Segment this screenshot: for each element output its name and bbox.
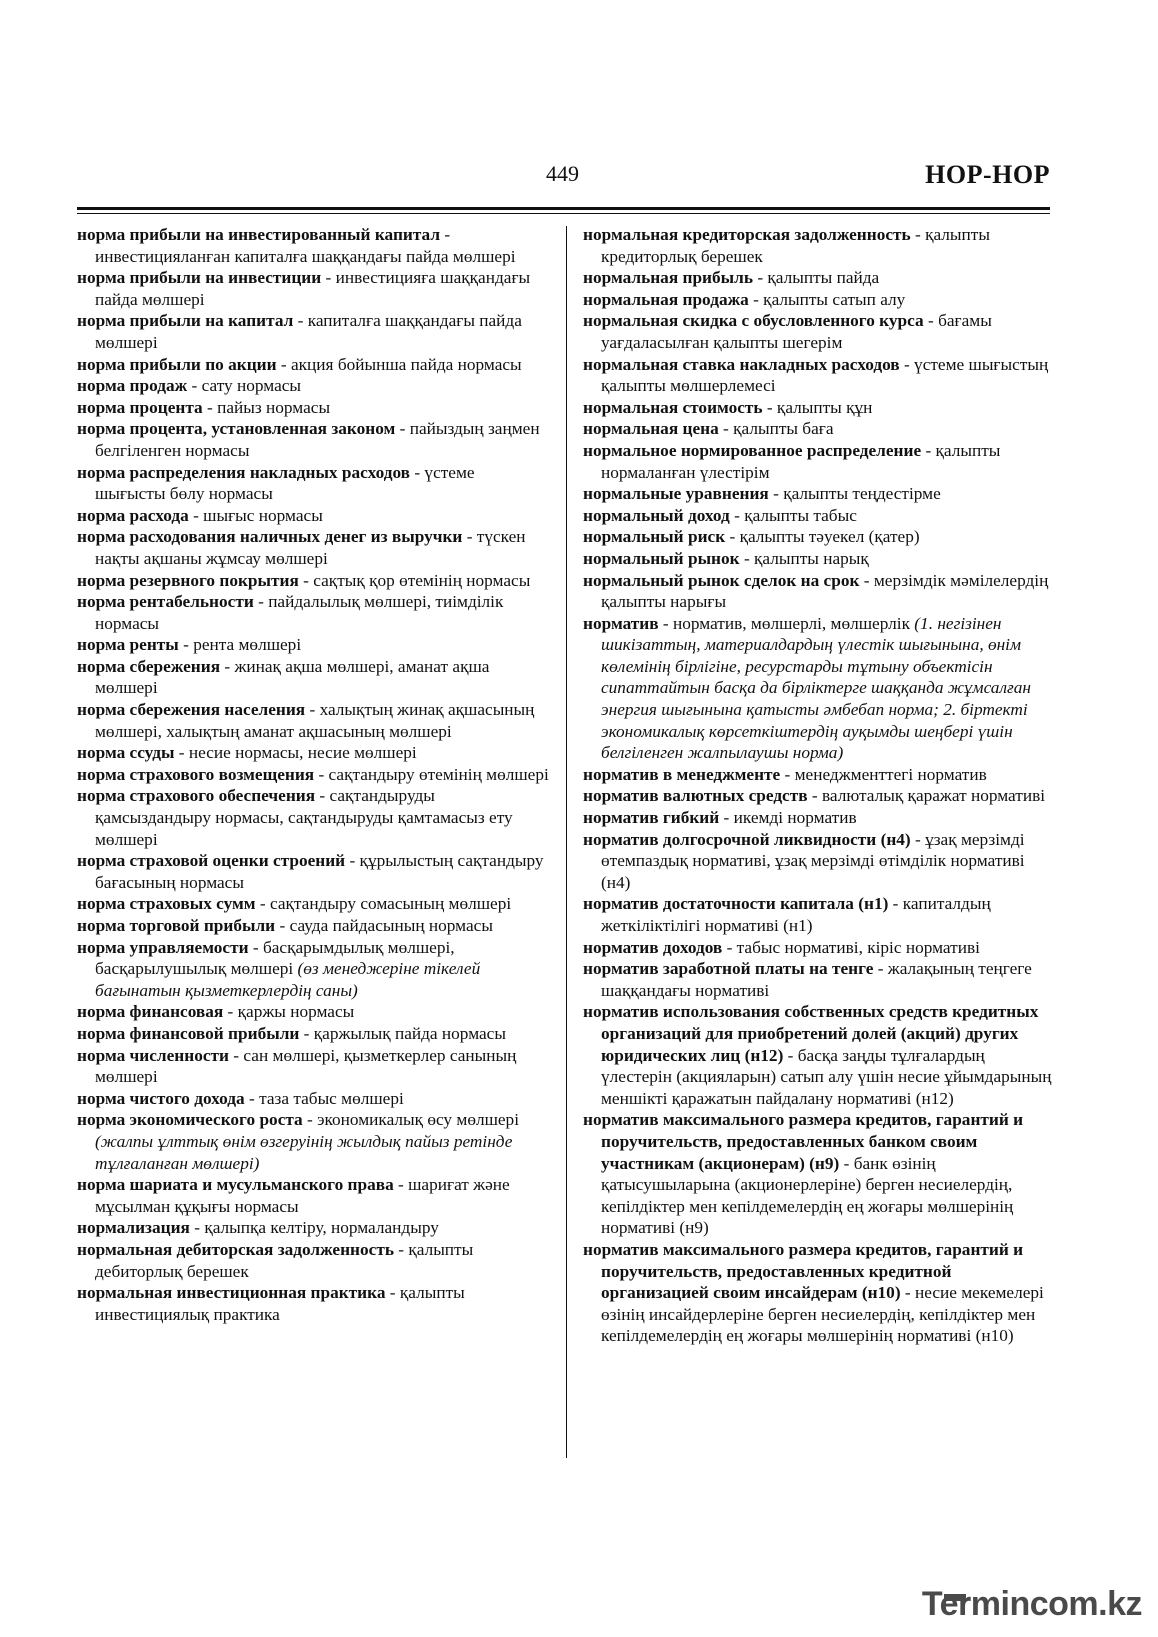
entry-separator: - <box>228 1045 244 1065</box>
entry-separator: - <box>462 527 477 547</box>
entry-term: норма финансовой прибыли <box>77 1023 300 1043</box>
dictionary-entry <box>583 1109 1053 1239</box>
dictionary-entry <box>77 699 549 742</box>
entry-separator: - <box>385 1283 400 1303</box>
entry-term: норматив <box>583 613 659 633</box>
entry-separator: - <box>910 829 926 849</box>
entry-definition: қалыпты құн <box>776 397 873 417</box>
entry-separator: - <box>244 1088 260 1108</box>
dictionary-entry <box>583 289 1053 311</box>
dictionary-entry <box>77 310 549 353</box>
entry-term: нормальная дебиторская задолженность <box>77 1239 394 1259</box>
entry-separator: - <box>248 937 263 957</box>
entry-definition: қалыпты баға <box>733 419 834 439</box>
entry-term: норма сбережения населения <box>77 700 306 720</box>
entry-separator: - <box>187 376 202 396</box>
entry-definition: пайыздың заңмен белгіленген нормасы <box>95 419 540 460</box>
entry-term: норма продаж <box>77 376 188 396</box>
entry-term: норма торговой прибыли <box>77 916 276 935</box>
entry-separator: - <box>345 851 360 871</box>
entry-term: норма ренты <box>77 635 179 655</box>
dictionary-entry <box>583 1001 1053 1109</box>
entry-definition: халықтың жинақ ақшасының мөлшері, халықтың аманат ақшасының мөлшері <box>95 700 535 741</box>
dictionary-entry <box>583 807 1053 829</box>
dictionary-entry <box>583 893 1053 936</box>
entry-separator: - <box>719 808 734 828</box>
dictionary-entry <box>77 1001 549 1023</box>
entry-term: нормализация <box>77 1218 190 1238</box>
entry-definition: қалыпты пайда <box>767 268 880 288</box>
entry-term: норматив в менеджменте <box>583 764 781 784</box>
entry-separator: - <box>314 764 329 784</box>
entry-definition: басқа заңды тұлғалардың үлестерін (акцияларын) сатып алу үшін несие ұйымдарының меншікті қаражатын пайдалану нормативі (н12) <box>601 1045 1052 1108</box>
entry-note: (өз менеджеріне тікелей бағынатын қызметкерлердің саны) <box>95 959 481 1000</box>
entry-separator: - <box>188 505 204 525</box>
entry-note: (1. негізінен шикізаттың, материалдардың үлестік шығынына, өнім көлемінің бірлігіне, ресурстарды тұтыну объектісін сипаттайтын басқа да бірліктерге шаққанда жұмсалған энергия шығынына қатысты әмбебап норма; 2. біртекті экономикалық көрсеткіштердің ауқымды шеңбері үшін белгіленген жалпылаушы норма) <box>601 613 1031 763</box>
entry-term: норма страхового обеспечения <box>77 786 316 806</box>
entry-term: нормальная скидка с обусловленного курса <box>583 311 924 331</box>
dictionary-entry <box>583 354 1053 397</box>
entry-separator: - <box>873 959 888 979</box>
dictionary-entry <box>583 397 1053 419</box>
entry-definition: экономикалық өсу мөлшері <box>317 1110 519 1130</box>
dictionary-entry <box>77 462 549 505</box>
entry-term: нормальная ставка накладных расходов <box>583 354 900 374</box>
entry-term: нормальный рынок сделок на срок <box>583 570 860 590</box>
dictionary-entry <box>583 224 1053 267</box>
dictionary-entry <box>77 937 549 1002</box>
entry-term: норматив использования собственных средств кредитных организаций для приобретений долей (акций) других юридических лиц (н12) <box>583 1002 1039 1065</box>
dictionary-entry <box>77 1239 549 1282</box>
entry-definition: қалыпты тәуекел (қатер) <box>739 527 920 547</box>
entry-definition: сақтық қор өтемінің нормасы <box>313 570 531 590</box>
entry-term: норма рентабельности <box>77 592 254 612</box>
dictionary-entry <box>583 613 1053 764</box>
dictionary-entry <box>77 570 549 592</box>
entry-separator: - <box>900 1283 915 1303</box>
entry-separator: - <box>910 225 926 244</box>
entry-separator: - <box>410 462 425 482</box>
entry-separator: - <box>174 743 189 763</box>
entry-term: норматив доходов <box>583 937 723 957</box>
entry-separator: - <box>305 700 320 720</box>
entry-separator: - <box>729 505 745 525</box>
entry-separator: - <box>275 916 290 935</box>
entry-separator: - <box>888 894 903 914</box>
dictionary-entry <box>77 850 549 893</box>
entry-term: норматив гибкий <box>583 808 720 828</box>
entry-definition: табыс нормативі, кіріс нормативі <box>736 937 980 957</box>
entry-definition: пайыз нормасы <box>217 397 331 417</box>
entry-separator: - <box>393 1175 409 1195</box>
entry-term: нормальный доход <box>583 505 730 525</box>
entry-separator: - <box>255 894 270 914</box>
entry-separator: - <box>315 786 330 806</box>
entry-term: норма численности <box>77 1045 229 1065</box>
dictionary-entry <box>77 505 549 527</box>
dictionary-entry <box>77 1023 549 1045</box>
entry-term: норма шариата и мусульманского права <box>77 1175 394 1195</box>
dictionary-entry <box>77 634 549 656</box>
entry-term: нормальные уравнения <box>583 484 769 504</box>
entry-term: норма сбережения <box>77 656 221 676</box>
entry-term: норма прибыли на инвестированный капитал <box>77 225 441 244</box>
dictionary-entry <box>583 829 1053 894</box>
entry-separator: - <box>722 937 737 957</box>
entry-definition: банк өзінің қатысушыларына (акционерлеріне) берген несиелердің, кепілдіктер мен кепілдемелердің ең жоғары мөлшерінің нормативі (н9) <box>601 1153 1014 1238</box>
entry-definition: сақтандыруды қамсыздандыру нормасы, сақтандыруды қамтамасыз ету мөлшері <box>95 786 513 849</box>
entry-term: норма расходования наличных денег из выручки <box>77 527 463 547</box>
entry-separator: - <box>899 354 915 374</box>
entry-definition: сақтандыру өтемінің мөлшері <box>328 764 549 784</box>
entry-definition: инвестицияға шаққандағы пайда мөлшері <box>95 268 531 309</box>
entry-term: норма страхового возмещения <box>77 764 315 784</box>
entry-term: норма финансовая <box>77 1002 224 1022</box>
entry-term: норматив максимального размера кредитов, гарантий и поручительств, предоставленных банком своим участникам (акционерам) (н9) <box>583 1110 1024 1173</box>
entry-separator: - <box>783 1045 798 1065</box>
entry-separator: - <box>393 1239 409 1259</box>
entry-definition: сақтандыру сомасының мөлшері <box>269 894 512 914</box>
running-head: НОР-НОР <box>925 160 1050 189</box>
entry-separator: - <box>768 484 784 504</box>
entry-separator: - <box>859 570 874 590</box>
entry-term: норма расхода <box>77 505 189 525</box>
entry-definition: ұзақ мерзімді өтемпаздық нормативі, ұзақ мерзімді өтімділік нормативі (н4) <box>601 829 1025 892</box>
entry-definition: инвестицияланған капиталға шаққандағы пайда мөлшері <box>95 246 516 266</box>
dictionary-entry <box>583 937 1053 959</box>
dictionary-entry <box>583 505 1053 527</box>
entry-separator: - <box>762 397 777 417</box>
entry-term: норма прибыли на инвестиции <box>77 268 322 288</box>
entry-term: нормальная цена <box>583 419 719 439</box>
entry-term: нормальная инвестиционная практика <box>77 1283 386 1303</box>
dictionary-entry <box>77 1217 549 1239</box>
entry-separator: - <box>440 225 451 244</box>
entry-separator: - <box>725 527 740 547</box>
entry-definition: капиталдың жеткіліктілігі нормативі (н1) <box>601 894 991 935</box>
dictionary-entry <box>583 526 1053 548</box>
entry-separator: - <box>302 1110 318 1130</box>
entry-definition: валюталық қаражат нормативі <box>821 786 1046 806</box>
entry-term: норматив заработной платы на тенге <box>583 959 874 979</box>
entry-definition: бағамы уағдаласылған қалыпты шегерім <box>601 311 992 352</box>
entry-definition: капиталға шаққандағы пайда мөлшері <box>95 311 522 352</box>
entry-separator: - <box>253 592 269 612</box>
entry-term: норматив максимального размера кредитов, гарантий и поручительств, предоставленных кредитной организацией своим инсайдерам (н10) <box>583 1239 1024 1303</box>
entry-term: норматив долгосрочной ликвидности (н4) <box>583 829 911 849</box>
column-divider <box>566 226 567 1458</box>
entry-term: нормальный рынок <box>583 548 740 568</box>
entry-definition: үстеме шығыстың қалыпты мөлшерлемесі <box>601 354 1049 396</box>
dictionary-entry <box>77 1045 549 1088</box>
dictionary-entry <box>583 764 1053 786</box>
entry-definition: қалыпты табыс <box>744 505 857 525</box>
entry-term: нормальная кредиторская задолженность <box>583 225 911 244</box>
entry-term: норматив валютных средств <box>583 786 808 806</box>
entry-definition: қалыпқа келтіру, нормаландыру <box>204 1218 439 1238</box>
entry-separator: - <box>298 570 314 590</box>
dictionary-entry <box>583 267 1053 289</box>
entry-separator: - <box>395 419 410 439</box>
entry-definition: акция бойынша пайда нормасы <box>290 354 522 374</box>
entry-definition: жинақ ақша мөлшері, аманат ақша мөлшері <box>95 656 490 698</box>
entry-definition: несие нормасы, несие мөлшері <box>188 743 417 763</box>
entry-definition: жалақының теңгеге шаққандағы нормативі <box>601 959 1032 1000</box>
entry-separator: - <box>839 1153 854 1173</box>
entry-separator: - <box>189 1218 205 1238</box>
dictionary-entry <box>583 1239 1053 1347</box>
entry-separator: - <box>753 268 768 288</box>
entry-separator: - <box>658 613 673 633</box>
entry-separator: - <box>276 354 291 374</box>
entry-term: норма процента <box>77 397 203 417</box>
dictionary-entry <box>77 1282 549 1325</box>
entry-definition: сату нормасы <box>201 376 302 396</box>
entry-term: норма прибыли по акции <box>77 354 277 374</box>
entry-separator: - <box>223 1002 238 1022</box>
entry-term: норма страховой оценки строений <box>77 851 346 871</box>
header-rule-thick <box>77 207 1050 210</box>
entry-term: норма прибыли на капитал <box>77 311 294 331</box>
dictionary-entry <box>77 224 549 267</box>
dictionary-entry <box>77 418 549 461</box>
entry-separator: - <box>220 656 235 676</box>
entry-separator: - <box>923 311 939 331</box>
entry-definition: норматив, мөлшерлі, мөлшерлік <box>672 613 910 633</box>
entry-separator: - <box>780 764 795 784</box>
entry-term: норма процента, установленная законом <box>77 419 396 439</box>
dictionary-entry <box>77 915 549 937</box>
entry-separator: - <box>321 268 336 288</box>
page-number: 449 <box>546 161 579 186</box>
entry-term: норма ссуды <box>77 743 175 763</box>
entry-definition: қалыпты сатып алу <box>763 289 906 309</box>
entry-definition: менеджменттегі норматив <box>794 764 987 784</box>
entry-separator: - <box>807 786 822 806</box>
entry-term: нормальная прибыль <box>583 268 753 288</box>
dictionary-entry <box>77 656 549 699</box>
entry-definition: рента мөлшері <box>193 635 302 655</box>
header-rule-thin <box>77 213 1050 214</box>
entry-separator: - <box>293 311 308 331</box>
entry-definition: шығыс нормасы <box>203 505 323 525</box>
entry-term: норма резервного покрытия <box>77 570 299 590</box>
entry-separator: - <box>178 635 194 655</box>
entry-term: норма страховых сумм <box>77 894 256 914</box>
entry-definition: сан мөлшері, қызметкерлер санының мөлшері <box>95 1045 517 1087</box>
watermark-logo: Termincom.kz <box>921 1585 1142 1623</box>
dictionary-entry <box>77 375 549 397</box>
entry-definition: қалыпты кредиторлық берешек <box>601 225 990 266</box>
entry-separator: - <box>299 1023 314 1043</box>
entry-definition: түскен нақты ақшаны жұмсау мөлшері <box>95 527 526 568</box>
entry-definition: несие мекемелері өзінің инсайдерлеріне берген несиелердің, кепілдіктер мен кепілдемелердің ең жоғары мөлшерінің нормативі (н10) <box>601 1283 1044 1346</box>
entry-definition: қаржы нормасы <box>237 1002 355 1022</box>
dictionary-entry <box>77 764 549 786</box>
entry-definition: таза табыс мөлшері <box>259 1088 404 1108</box>
dictionary-entry <box>77 354 549 376</box>
dictionary-entry <box>77 893 549 915</box>
entry-definition: мерзімдік мәмілелердің қалыпты нарығы <box>601 570 1049 612</box>
entry-definition: құрылыстың сақтандыру бағасының нормасы <box>95 851 544 892</box>
dictionary-entry <box>583 785 1053 807</box>
entry-term: норма экономического роста <box>77 1110 303 1130</box>
entry-term: норма управляемости <box>77 937 249 957</box>
entry-term: нормальная продажа <box>583 289 749 309</box>
entry-separator: - <box>718 419 734 439</box>
entry-definition: қалыпты нормаланған үлестірім <box>601 440 1001 482</box>
entry-definition: қалыпты нарық <box>754 548 869 568</box>
entry-definition: басқарымдылық мөлшері, басқарылушылық мөлшері <box>95 937 455 979</box>
dictionary-entry <box>77 526 549 569</box>
entry-term: норматив достаточности капитала (н1) <box>583 894 889 914</box>
dictionary-entry <box>583 570 1053 613</box>
dictionary-entry <box>583 440 1053 483</box>
entry-definition: сауда пайдасының нормасы <box>289 916 493 935</box>
dictionary-entry <box>77 785 549 850</box>
dictionary-entry <box>77 397 549 419</box>
entry-definition: қалыпты дебиторлық берешек <box>95 1239 474 1281</box>
entry-separator: - <box>748 289 764 309</box>
entry-note: (жалпы ұлттық өнім өзгеруінің жылдық пайыз ретінде тұлғаланған мөлшері) <box>95 1131 513 1173</box>
dictionary-entry <box>77 1088 549 1110</box>
entry-definition: қаржылық пайда нормасы <box>313 1023 506 1043</box>
dictionary-entry <box>583 418 1053 440</box>
dictionary-entry <box>583 548 1053 570</box>
left-column <box>77 224 549 1325</box>
entry-term: нормальная стоимость <box>583 397 763 417</box>
entry-separator: - <box>202 397 218 417</box>
entry-definition: үстеме шығысты бөлу нормасы <box>95 462 475 504</box>
entry-term: нормальный риск <box>583 527 726 547</box>
entry-definition: шариғат және мұсылман құқығы нормасы <box>95 1175 510 1216</box>
dictionary-entry <box>583 310 1053 353</box>
dictionary-entry <box>77 742 549 764</box>
dictionary-entry <box>583 483 1053 505</box>
entry-separator: - <box>739 548 755 568</box>
dictionary-entry <box>77 591 549 634</box>
dictionary-entry <box>77 267 549 310</box>
entry-term: норма чистого дохода <box>77 1088 245 1108</box>
entry-term: нормальное нормированное распределение <box>583 440 922 460</box>
entry-definition: қалыпты теңдестірме <box>783 484 941 504</box>
entry-separator: - <box>921 440 936 460</box>
entry-definition: қалыпты инвестициялық практика <box>95 1283 465 1324</box>
entry-definition: пайдалылық мөлшері, тиімділік нормасы <box>95 592 504 633</box>
dictionary-entry <box>77 1174 549 1217</box>
dictionary-entry <box>77 1109 549 1174</box>
entry-term: норма распределения накладных расходов <box>77 462 411 482</box>
entry-definition: икемді норматив <box>733 808 857 828</box>
dictionary-entry <box>583 958 1053 1001</box>
right-column <box>583 224 1053 1347</box>
